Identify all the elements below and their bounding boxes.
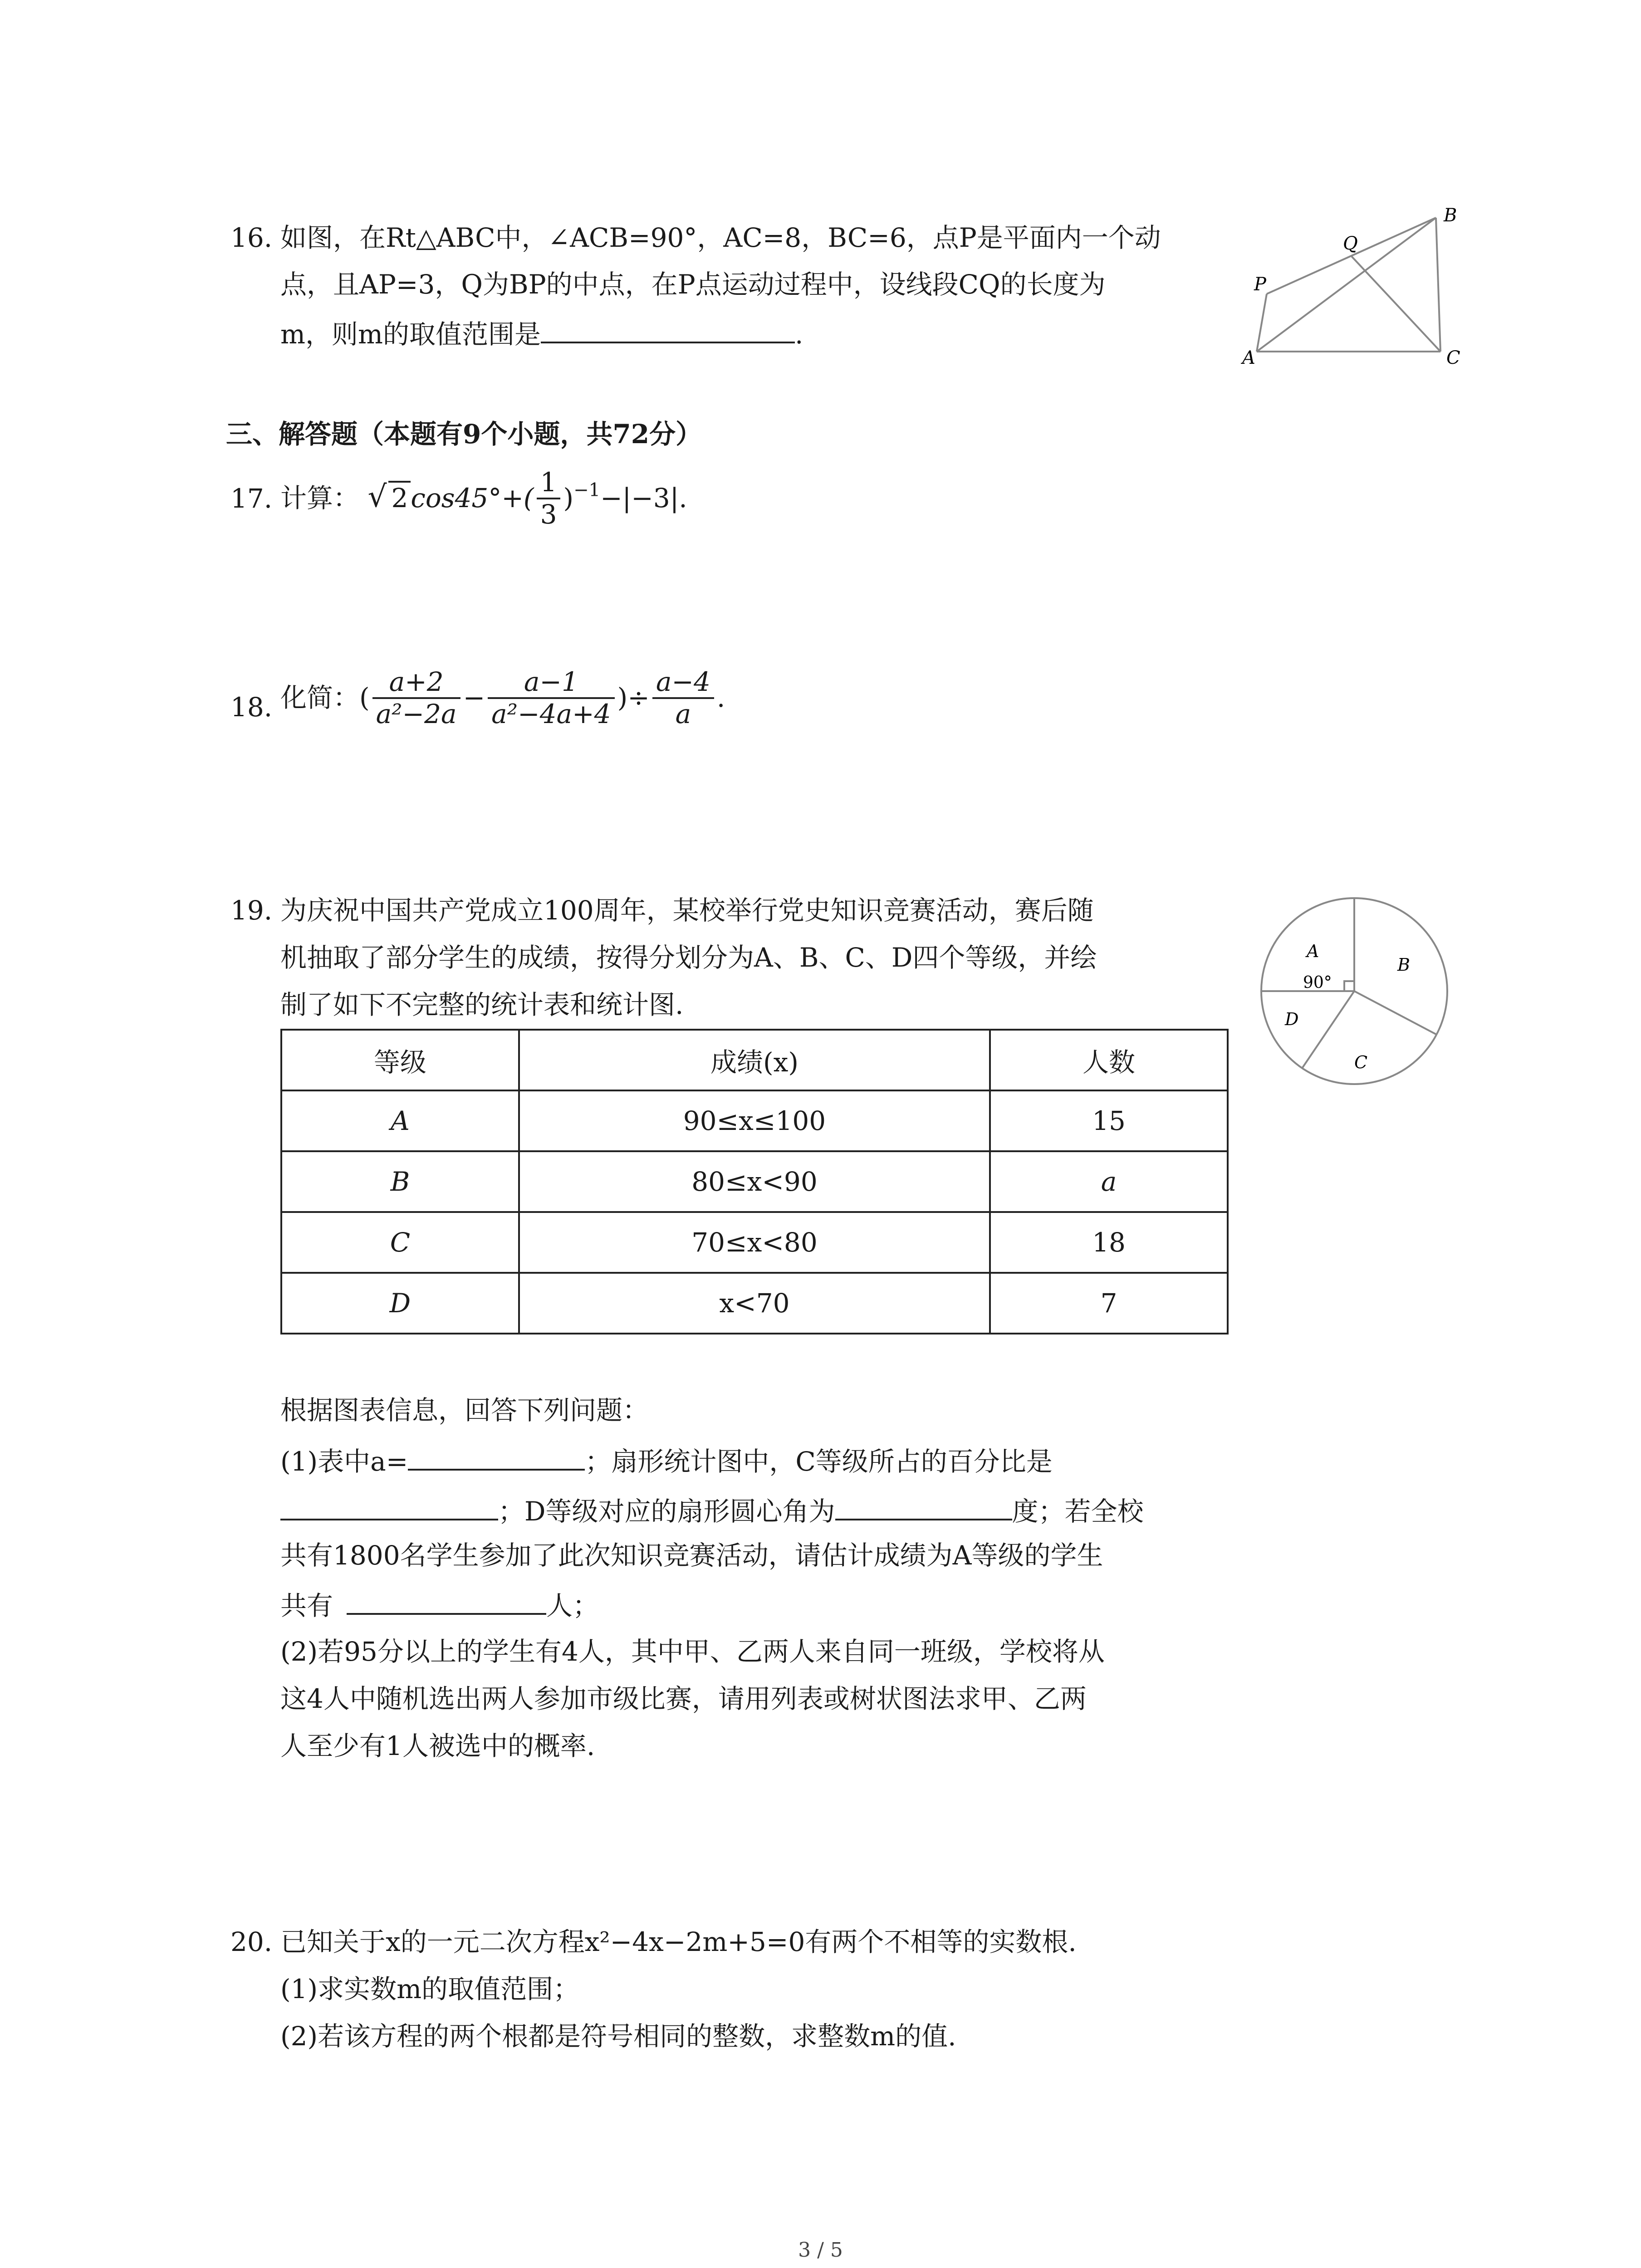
cell-score: 80≤x<90 bbox=[519, 1151, 990, 1212]
pie-divider-cd bbox=[1302, 991, 1354, 1068]
q18-end: . bbox=[716, 682, 725, 713]
cell-count: 15 bbox=[990, 1090, 1228, 1151]
q19-line3: 制了如下不完整的统计表和统计图. bbox=[280, 989, 684, 1020]
pie-label-d: D bbox=[1285, 1009, 1299, 1029]
q20-line2: (1)求实数m的取值范围； bbox=[280, 1974, 580, 2004]
label-p: P bbox=[1254, 274, 1266, 295]
q20-number: 20. bbox=[230, 1926, 273, 1957]
q17-cos: cos45°+( bbox=[411, 482, 534, 513]
q18-label: 化简：( bbox=[280, 682, 370, 713]
page-number: 3 / 5 bbox=[798, 2239, 843, 2262]
pie-label-b: B bbox=[1397, 955, 1410, 975]
q16-line3-end: . bbox=[795, 319, 803, 350]
q17-exponent: −1 bbox=[573, 479, 601, 501]
table-row bbox=[281, 1212, 1228, 1273]
q18-fraction-1: $\frac{a+2}{\text{a²−2a}}$ bbox=[372, 667, 460, 729]
table-header-row bbox=[281, 1030, 1228, 1090]
pie-angle-label: 90° bbox=[1303, 973, 1332, 992]
segment-bc bbox=[1436, 218, 1440, 352]
section-3-title: 三、解答题（本题有9个小题，共72分） bbox=[226, 419, 702, 450]
segment-ap bbox=[1257, 294, 1267, 352]
q19-p1-d: 度；若全校 bbox=[1012, 1496, 1144, 1527]
q16-answer-blank[interactable] bbox=[541, 319, 795, 343]
cell-score: x<70 bbox=[519, 1273, 990, 1334]
label-c: C bbox=[1446, 347, 1460, 368]
q16-line3-text: m，则m的取值范围是 bbox=[280, 319, 541, 350]
q17-number: 17. bbox=[230, 483, 273, 514]
label-b: B bbox=[1444, 205, 1457, 226]
pie-divider-bc bbox=[1354, 991, 1436, 1034]
q20-line1: 已知关于x的一元二次方程x²−4x−2m+5=0有两个不相等的实数根. bbox=[280, 1926, 1077, 1957]
q19-p1-f: 共有 bbox=[280, 1590, 333, 1621]
q19-line2: 机抽取了部分学生的成绩，按得分划分为A、B、C、D四个等级，并绘 bbox=[280, 942, 1097, 973]
q18-expression bbox=[280, 667, 725, 729]
cell-grade: B bbox=[281, 1151, 519, 1212]
q19-p1-g: 人； bbox=[546, 1590, 599, 1621]
q19-part2-line2: 这4人中随机选出两人参加市级比赛，请用列表或树状图法求甲、乙两 bbox=[280, 1683, 1087, 1714]
header-grade: 等级 bbox=[281, 1030, 519, 1090]
q19-blank-d-angle[interactable] bbox=[835, 1496, 1012, 1520]
q18-number: 18. bbox=[230, 692, 273, 723]
q17-tail: −|−3|. bbox=[600, 482, 687, 513]
q16-number: 16. bbox=[230, 222, 273, 253]
cell-grade: C bbox=[281, 1212, 519, 1273]
q19-part2-line3: 人至少有1人被选中的概率. bbox=[280, 1730, 595, 1761]
cell-count: 7 bbox=[990, 1273, 1228, 1334]
q19-part1-line4 bbox=[280, 1590, 599, 1619]
q18-close: )÷ bbox=[617, 682, 650, 713]
q19-part1-line1 bbox=[280, 1446, 1053, 1475]
q17-expression: 计算： √ 2 cos45°+( $\frac{1}{3}$ )$^{-1}$−|−3|. bbox=[280, 467, 687, 529]
q18-fraction-3: $\frac{a-4}{a}$ bbox=[652, 667, 714, 729]
q19-part2-line1: (2)若95分以上的学生有4人，其中甲、乙两人来自同一班级，学校将从 bbox=[280, 1636, 1105, 1667]
q18-fraction-2: $\frac{a-1}{\text{a²−4a+4}}$ bbox=[488, 667, 614, 729]
q19-p1-b: ；扇形统计图中，C等级所占的百分比是 bbox=[585, 1446, 1053, 1477]
q19-part1-line3: 共有1800名学生参加了此次知识竞赛活动，请估计成绩为A等级的学生 bbox=[280, 1540, 1103, 1571]
q19-line1: 为庆祝中国共产党成立100周年，某校举行党史知识竞赛活动，赛后随 bbox=[280, 895, 1094, 926]
q16-triangle-figure bbox=[1234, 200, 1470, 372]
pie-label-a: A bbox=[1307, 941, 1319, 961]
q19-prompt: 根据图表信息，回答下列问题： bbox=[280, 1395, 649, 1426]
header-count: 人数 bbox=[990, 1030, 1228, 1090]
q19-blank-a-estimate[interactable] bbox=[347, 1590, 546, 1615]
q19-pie-chart bbox=[1252, 889, 1456, 1093]
right-angle-mark bbox=[1344, 981, 1354, 991]
q19-p1-a: (1)表中a= bbox=[280, 1446, 408, 1477]
q19-part1-line2 bbox=[280, 1496, 1144, 1525]
table-row bbox=[281, 1151, 1228, 1212]
q19-number: 19. bbox=[230, 895, 273, 926]
cell-count: a bbox=[990, 1151, 1228, 1212]
q19-blank-a-value[interactable] bbox=[408, 1446, 585, 1471]
pie-label-c: C bbox=[1354, 1052, 1368, 1072]
label-a: A bbox=[1242, 347, 1255, 368]
label-q: Q bbox=[1343, 233, 1358, 254]
q17-fraction: $\frac{1}{3}$ bbox=[537, 467, 561, 529]
cell-score: 70≤x<80 bbox=[519, 1212, 990, 1273]
q16-line2: 点，且AP=3，Q为BP的中点，在P点运动过程中，设线段CQ的长度为 bbox=[280, 269, 1106, 300]
q20-line3: (2)若该方程的两个根都是符号相同的整数，求整数m的值. bbox=[280, 2021, 956, 2052]
cell-grade: A bbox=[281, 1090, 519, 1151]
q19-p1-c: ；D等级对应的扇形圆心角为 bbox=[498, 1496, 835, 1527]
q19-blank-c-percent[interactable] bbox=[280, 1496, 498, 1520]
q17-sqrt: √ 2 bbox=[367, 484, 411, 513]
segment-cq bbox=[1351, 256, 1440, 352]
header-score: 成绩(x) bbox=[519, 1030, 990, 1090]
table-row bbox=[281, 1273, 1228, 1334]
q18-minus: − bbox=[463, 682, 485, 713]
q16-line1: 如图，在Rt△ABC中，∠ACB=90°，AC=8，BC=6，点P是平面内一个动 bbox=[280, 222, 1161, 253]
table-row bbox=[281, 1090, 1228, 1151]
q17-label: 计算： bbox=[280, 482, 360, 513]
cell-grade: D bbox=[281, 1273, 519, 1334]
cell-score: 90≤x≤100 bbox=[519, 1090, 990, 1151]
q16-line3 bbox=[280, 319, 803, 350]
cell-count: 18 bbox=[990, 1212, 1228, 1273]
q19-grade-table bbox=[280, 1029, 1229, 1334]
